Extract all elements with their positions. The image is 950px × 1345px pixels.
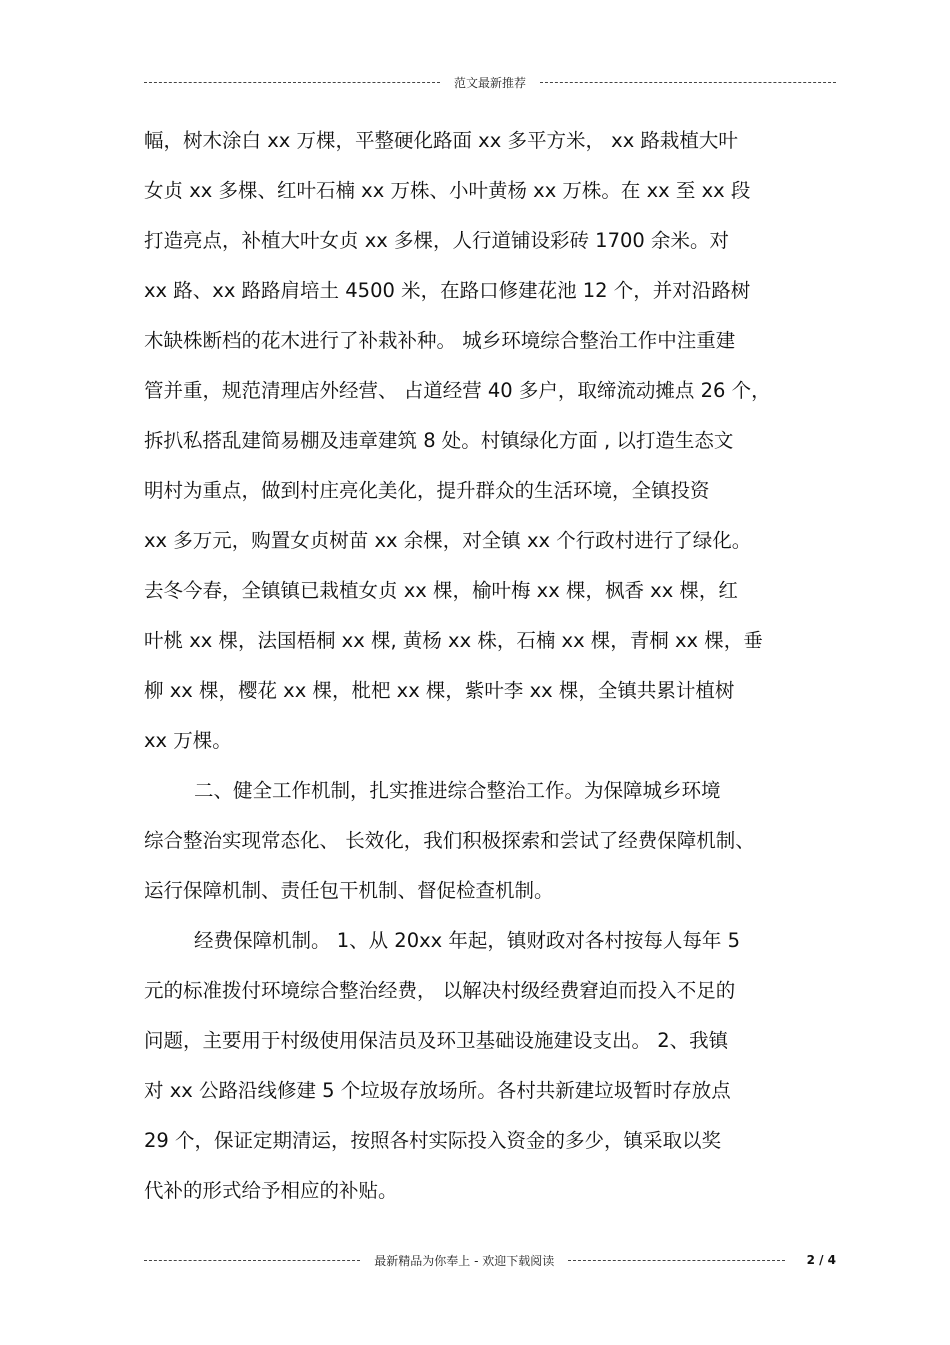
body-line: 幅，树木涂白 xx 万棵，平整硬化路面 xx 多平方米， xx 路栽植大叶 — [144, 129, 738, 152]
body-line: 29 个，保证定期清运，按照各村实际投入资金的多少，镇采取以奖 — [144, 1129, 722, 1152]
body-line: 问题，主要用于村级使用保洁员及环卫基础设施建设支出。 2、我镇 — [144, 1029, 729, 1052]
body-line: 运行保障机制、责任包干机制、督促检查机制。 — [144, 879, 554, 902]
footer-rule-right — [568, 1260, 784, 1261]
body-line: 综合整治实现常态化、 长效化，我们积极探索和尝试了经费保障机制、 — [144, 829, 755, 852]
body-line: 叶桃 xx 棵，法国梧桐 xx 棵, 黄杨 xx 株，石楠 xx 棵，青桐 xx 棵，垂 — [144, 629, 763, 652]
paragraph-start-line: 经费保障机制。 1、从 20xx 年起，镇财政对各村按每人每年 5 — [194, 929, 741, 952]
body-line: 元的标准拨付环境综合整治经费， 以解决村级经费窘迫而投入不足的 — [144, 979, 736, 1002]
header-rule-left — [144, 82, 440, 83]
body-line: 去冬今春，全镇镇已栽植女贞 xx 棵，榆叶梅 xx 棵，枫香 xx 棵，红 — [144, 579, 738, 602]
footer-rule-left — [144, 1260, 360, 1261]
header-title: 范文最新推荐 — [454, 75, 527, 90]
page-number: 2 / 4 — [806, 1253, 836, 1267]
body-line: 打造亮点，补植大叶女贞 xx 多棵，人行道铺设彩砖 1700 余米。对 — [144, 229, 730, 252]
body-line: 明村为重点，做到村庄亮化美化，提升群众的生活环境，全镇投资 — [144, 479, 710, 502]
page-header — [144, 72, 836, 92]
body-line: 木缺株断档的花木进行了补栽补种。 城乡环境综合整治工作中注重建 — [144, 329, 736, 352]
body-line: 女贞 xx 多棵、红叶石楠 xx 万株、小叶黄杨 xx 万株。在 xx 至 xx 段 — [144, 179, 751, 202]
footer-text: 最新精品为你奉上 - 欢迎下载阅读 — [374, 1253, 555, 1268]
header-rule-right — [540, 82, 836, 83]
page-footer — [144, 1250, 836, 1270]
body-line: 代补的形式给予相应的补贴。 — [144, 1179, 398, 1202]
document-body — [144, 116, 810, 1216]
body-line: 柳 xx 棵，樱花 xx 棵，枇杷 xx 棵，紫叶李 xx 棵，全镇共累计植树 — [144, 679, 735, 702]
body-line: xx 路、xx 路路肩培土 4500 米，在路口修建花池 12 个，并对沿路树 — [144, 279, 751, 302]
body-line: 对 xx 公路沿线修建 5 个垃圾存放场所。各村共新建垃圾暂时存放点 — [144, 1079, 731, 1102]
body-line: 拆扒私搭乱建简易棚及违章建筑 8 处。村镇绿化方面 , 以打造生态文 — [144, 429, 734, 452]
section-heading-line: 二、健全工作机制，扎实推进综合整治工作。为保障城乡环境 — [194, 779, 721, 802]
body-line: xx 万棵。 — [144, 729, 232, 752]
body-line: 管并重，规范清理店外经营、 占道经营 40 多户，取缔流动摊点 26 个， — [144, 379, 771, 402]
body-line: xx 多万元，购置女贞树苗 xx 余棵，对全镇 xx 个行政村进行了绿化。 — [144, 529, 752, 552]
